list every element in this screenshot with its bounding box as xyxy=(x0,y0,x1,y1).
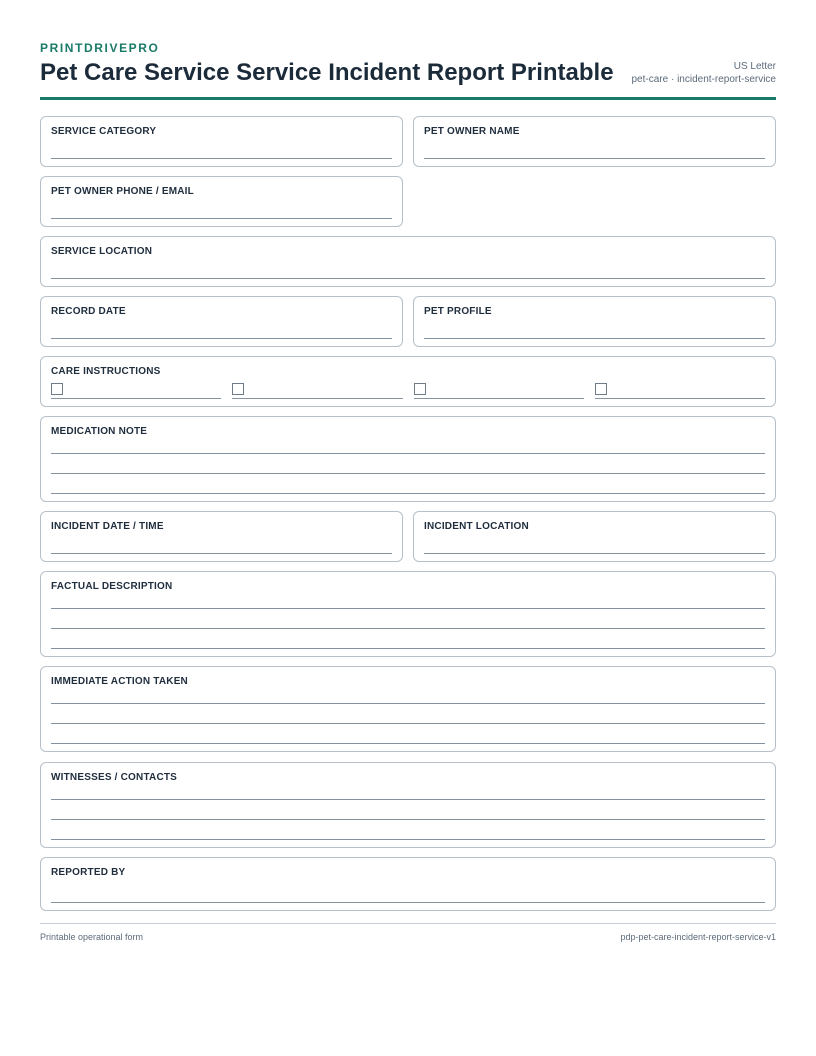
write-line[interactable] xyxy=(51,703,765,704)
form-code: pdp-pet-care-incident-report-service-v1 xyxy=(620,932,776,942)
write-line[interactable] xyxy=(51,278,765,279)
witnesses-label: WITNESSES / CONTACTS xyxy=(51,772,178,783)
write-line[interactable] xyxy=(595,398,765,399)
medication-note-field[interactable] xyxy=(40,416,776,502)
pet-profile-field[interactable] xyxy=(413,296,776,347)
document-meta xyxy=(632,60,777,86)
checkbox[interactable] xyxy=(232,383,244,395)
write-line[interactable] xyxy=(51,473,765,474)
document-slug: pet-care · incident-report-service xyxy=(631,74,776,85)
write-line[interactable] xyxy=(51,819,765,820)
care-instructions-label: CARE INSTRUCTIONS xyxy=(51,366,161,377)
write-line[interactable] xyxy=(51,608,765,609)
incident-location-label: INCIDENT LOCATION xyxy=(424,521,529,532)
care-option[interactable] xyxy=(232,383,403,399)
pet-owner-contact-field[interactable] xyxy=(40,176,403,227)
write-line[interactable] xyxy=(51,158,392,159)
immediate-action-label: IMMEDIATE ACTION TAKEN xyxy=(51,676,188,687)
record-date-label: RECORD DATE xyxy=(51,306,126,317)
write-line[interactable] xyxy=(424,553,765,554)
care-option[interactable] xyxy=(595,383,765,399)
service-location-label: SERVICE LOCATION xyxy=(51,246,153,257)
footer-rule xyxy=(40,923,776,924)
footer-caption: Printable operational form xyxy=(40,932,144,942)
care-option[interactable] xyxy=(414,383,584,399)
pet-owner-name-label: PET OWNER NAME xyxy=(424,126,520,137)
service-category-label: SERVICE CATEGORY xyxy=(51,126,157,137)
write-line[interactable] xyxy=(414,398,584,399)
record-date-field[interactable] xyxy=(40,296,403,347)
write-line[interactable] xyxy=(424,338,765,339)
brand-name: PRINTDRIVEPRO xyxy=(40,41,160,55)
incident-datetime-label: INCIDENT DATE / TIME xyxy=(51,521,164,532)
witnesses-field[interactable] xyxy=(40,762,776,848)
factual-description-label: FACTUAL DESCRIPTION xyxy=(51,581,173,592)
service-category-field[interactable] xyxy=(40,116,403,167)
header-rule xyxy=(40,97,776,100)
incident-location-field[interactable] xyxy=(413,511,776,562)
write-line[interactable] xyxy=(424,158,765,159)
write-line[interactable] xyxy=(51,453,765,454)
write-line[interactable] xyxy=(51,743,765,744)
checkbox[interactable] xyxy=(414,383,426,395)
write-line[interactable] xyxy=(51,723,765,724)
write-line[interactable] xyxy=(51,902,765,903)
write-line[interactable] xyxy=(51,553,392,554)
write-line[interactable] xyxy=(51,628,765,629)
care-instructions-field xyxy=(40,356,776,407)
care-option[interactable] xyxy=(51,383,221,399)
write-line[interactable] xyxy=(232,398,403,399)
pet-owner-contact-label: PET OWNER PHONE / EMAIL xyxy=(51,186,194,197)
immediate-action-field[interactable] xyxy=(40,666,776,752)
medication-note-label: MEDICATION NOTE xyxy=(51,426,148,437)
incident-datetime-field[interactable] xyxy=(40,511,403,562)
write-line[interactable] xyxy=(51,218,392,219)
write-line[interactable] xyxy=(51,799,765,800)
factual-description-field[interactable] xyxy=(40,571,776,657)
write-line[interactable] xyxy=(51,338,392,339)
service-location-field[interactable] xyxy=(40,236,776,287)
pet-profile-label: PET PROFILE xyxy=(424,306,492,317)
checkbox[interactable] xyxy=(595,383,607,395)
pet-owner-name-field[interactable] xyxy=(413,116,776,167)
write-line[interactable] xyxy=(51,839,765,840)
reported-by-label: REPORTED BY xyxy=(51,867,126,878)
reported-by-field[interactable] xyxy=(40,857,776,911)
checkbox[interactable] xyxy=(51,383,63,395)
page-title: Pet Care Service Service Incident Report Printable xyxy=(40,59,614,86)
write-line[interactable] xyxy=(51,398,221,399)
write-line[interactable] xyxy=(51,493,765,494)
write-line[interactable] xyxy=(51,648,765,649)
paper-size: US Letter xyxy=(733,61,776,72)
